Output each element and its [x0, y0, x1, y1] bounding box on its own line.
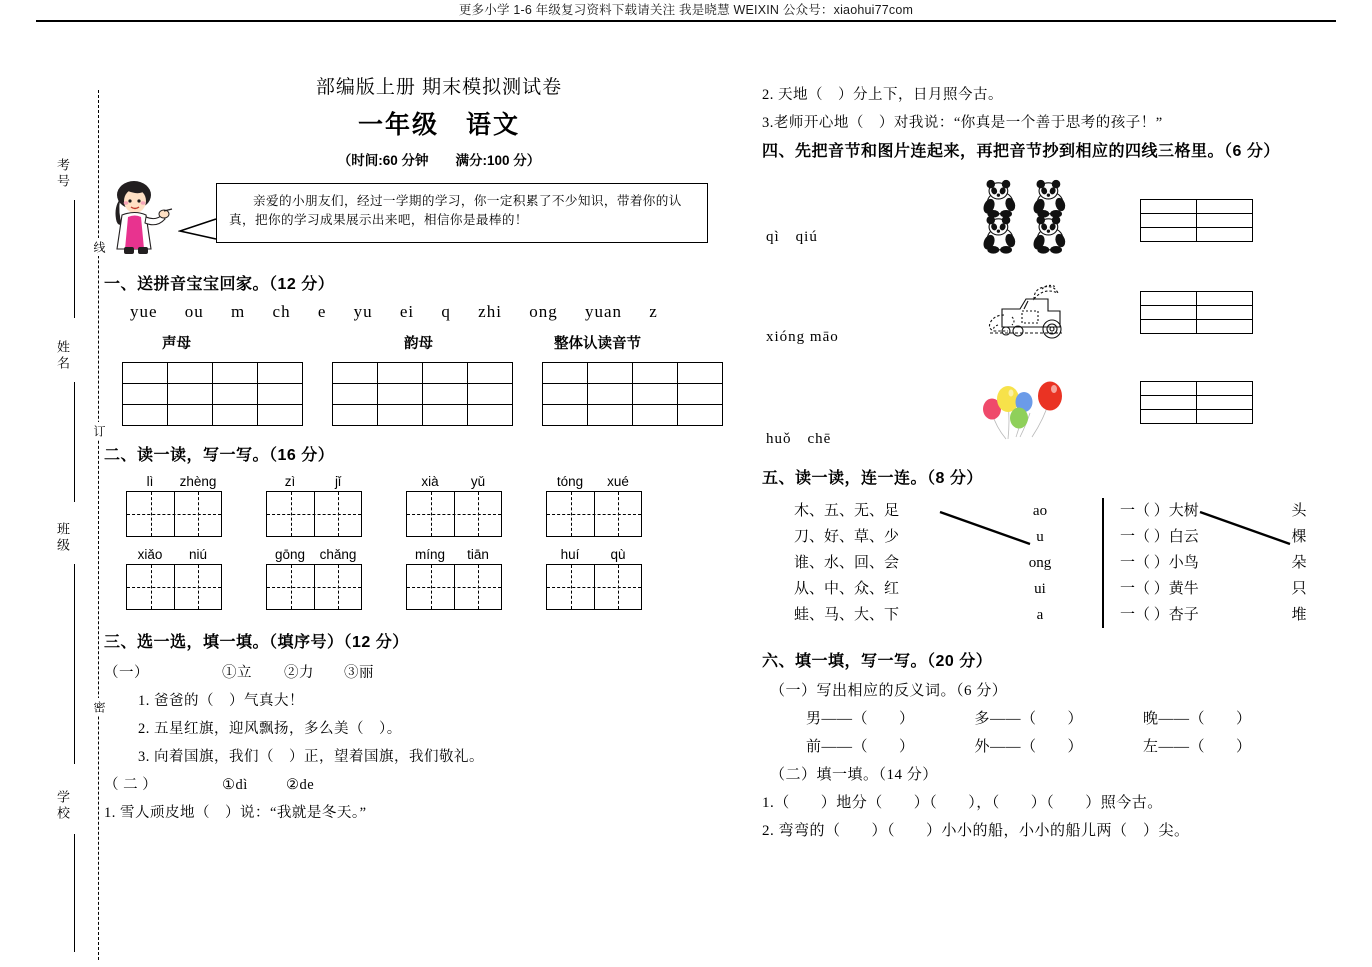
char-group[interactable]: 从、中、众、红 — [794, 581, 900, 597]
phrase[interactable]: 一（ ）小鸟 — [1120, 555, 1199, 571]
pinyin-syllable: lì — [146, 474, 154, 489]
grid-cell[interactable] — [543, 384, 588, 405]
pinyin-token: e — [317, 302, 327, 321]
fourline-box-1[interactable] — [1140, 199, 1253, 242]
speech-bubble — [216, 183, 708, 243]
pinyin-syllable: zì — [284, 474, 296, 489]
fourline-cell[interactable] — [1197, 410, 1253, 424]
grid-cell[interactable] — [378, 405, 423, 426]
paper-subtitle: 部编版上册 期末模拟测试卷 — [315, 77, 563, 98]
section-5-measure-words — [1284, 498, 1314, 628]
fourline-cell[interactable] — [1141, 306, 1197, 320]
grid-cell[interactable] — [633, 363, 678, 384]
fourline-cell[interactable] — [1141, 228, 1197, 242]
section-2-heading: 二、读一读，写一写。（16 分） — [104, 447, 335, 464]
section-1-pinyin-row — [104, 302, 744, 322]
option-2[interactable]: ②力 — [284, 665, 314, 681]
section-3-question: 3. 向着国旗，我们（ ）正，望着国旗，我们敬礼。 — [138, 749, 484, 765]
antonyms-row-2 — [762, 733, 1362, 761]
fourline-cell[interactable] — [1141, 410, 1197, 424]
section-3-part1-options-row — [104, 660, 744, 686]
pinyin-token: q — [441, 302, 451, 321]
match-pinyin[interactable]: huǒ chē — [766, 431, 832, 447]
tianzige-cell[interactable] — [266, 564, 362, 610]
grid-cell[interactable] — [543, 363, 588, 384]
pinyin-syllable: jǐ — [335, 474, 341, 489]
fourline-cell[interactable] — [1197, 214, 1253, 228]
word-item — [406, 546, 502, 615]
pinyin-syllable: xué — [607, 474, 629, 489]
section-5-left-chars — [794, 498, 899, 628]
phrase[interactable]: 一（ ）白云 — [1120, 529, 1199, 545]
final-ao[interactable]: ao — [1032, 503, 1048, 519]
margin-rule-2 — [74, 382, 75, 502]
seal-dashed-line — [98, 90, 99, 960]
grid-cell[interactable] — [213, 405, 258, 426]
section-6-question[interactable]: 1.（ ）地分（ ）（ ），（ ）（ ）照今古。 — [762, 795, 1163, 811]
fourline-box-2[interactable] — [1140, 291, 1253, 334]
antonym-item[interactable]: 晚——（ ） — [1143, 711, 1252, 727]
answer-grid-shengmu[interactable] — [122, 362, 303, 426]
grid-cell[interactable] — [468, 384, 513, 405]
section-3-part2-options-row — [104, 772, 744, 798]
option-1[interactable]: ①立 — [222, 665, 252, 681]
section-4-item — [762, 369, 1362, 453]
char-group[interactable]: 刀、好、草、少 — [794, 529, 900, 545]
right-column — [762, 80, 1362, 845]
speech-bubble-text: 亲爱的小朋友们，经过一学期的学习，你一定积累了不少知识，带着你的认真，把你的学习成果展示出来吧，相信你是最棒的！ — [229, 194, 682, 227]
grid-cell[interactable] — [123, 405, 168, 426]
fourline-cell[interactable] — [1197, 382, 1253, 396]
section-1-heading: 一、送拼音宝宝回家。（12 分） — [104, 276, 335, 293]
seal-char-bind: 订 — [90, 422, 108, 440]
section-6-part2-label: （二）填一填。（14 分） — [770, 767, 938, 783]
grid-cell[interactable] — [468, 363, 513, 384]
four-line-three-grid[interactable] — [1140, 199, 1253, 242]
fourline-cell[interactable] — [1197, 292, 1253, 306]
option-di[interactable]: ①dì — [222, 777, 248, 793]
pinyin-token: yue — [130, 302, 158, 321]
section-5-right-phrases — [1120, 498, 1199, 628]
pinyin-syllable: gōng — [274, 547, 306, 562]
intro-block — [104, 179, 744, 257]
pinyin-syllable: niú — [188, 547, 207, 562]
pinyin-syllable: tiān — [467, 547, 489, 562]
grid-cell[interactable] — [423, 405, 468, 426]
section-6-question[interactable]: 2. 弯弯的（ ）（ ）小小的船，小小的船儿两（ ）尖。 — [762, 823, 1190, 839]
fourline-cell[interactable] — [1197, 396, 1253, 410]
grid-cell[interactable] — [213, 363, 258, 384]
grid-cell[interactable] — [423, 363, 468, 384]
phrase[interactable]: 一（ ）黄牛 — [1120, 581, 1199, 597]
grid-cell[interactable] — [633, 405, 678, 426]
grid-cell[interactable] — [213, 384, 258, 405]
word-item — [546, 473, 642, 542]
option-de[interactable]: ②de — [286, 777, 315, 793]
pinyin-token: ong — [529, 302, 558, 321]
section-3-question: 2. 天地（ ）分上下，日月照今古。 — [762, 87, 1003, 103]
pinyin-token: yuan — [584, 302, 622, 321]
pinyin-token: m — [231, 302, 246, 321]
measure-word[interactable]: 头 — [1291, 503, 1307, 519]
fourline-cell[interactable] — [1141, 292, 1197, 306]
antonym-item[interactable]: 多——（ ） — [974, 711, 1084, 727]
answer-grid-zhengti[interactable] — [542, 362, 723, 426]
margin-rule-3 — [74, 564, 75, 764]
section-5-heading: 五、读一读，连一连。（8 分） — [762, 470, 983, 487]
label-yunmu: 韵母 — [404, 336, 433, 352]
paper-meta: （时间:60 分钟 满分:100 分） — [337, 153, 541, 168]
promo-banner-text: 更多小学 1-6 年级复习资料下载请关注 我是晓慧 WEIXIN 公众号：xiaohui77com — [458, 3, 914, 17]
fourline-cell[interactable] — [1141, 200, 1197, 214]
fourline-cell[interactable] — [1141, 396, 1197, 410]
column-divider — [1102, 498, 1104, 628]
measure-word[interactable]: 棵 — [1291, 529, 1307, 545]
final-u[interactable]: u — [1036, 529, 1044, 545]
grid-cell[interactable] — [123, 384, 168, 405]
phrase[interactable]: 一（ ）杏子 — [1120, 607, 1199, 623]
label-zhengti: 整体认读音节 — [554, 336, 641, 352]
pinyin-syllable: huí — [560, 547, 580, 562]
section-3-question: 3.老师开心地（ ）对我说：“你真是一个善于思考的孩子！” — [762, 115, 1163, 131]
pinyin-token: ei — [399, 302, 415, 321]
grid-cell[interactable] — [588, 384, 633, 405]
char-group[interactable]: 谁、水、回、会 — [794, 555, 900, 571]
answer-grid-yunmu[interactable] — [332, 362, 513, 426]
pinyin-syllable: xià — [421, 474, 439, 489]
section-6-part1-label: （一）写出相应的反义词。（6 分） — [770, 683, 1008, 699]
measure-word[interactable]: 只 — [1291, 581, 1307, 597]
match-pinyin[interactable]: qì qiú — [766, 229, 818, 245]
pinyin-syllable: chǎng — [319, 547, 357, 562]
phrase[interactable]: 一（ ）大树 — [1120, 503, 1199, 519]
margin-field-class: 班级 — [55, 522, 70, 554]
seal-char-seal: 密 — [90, 698, 108, 716]
tianzige-cell[interactable] — [406, 491, 502, 537]
label-shengmu: 声母 — [162, 336, 191, 352]
grid-cell[interactable] — [378, 363, 423, 384]
section-3-question: 1. 爸爸的（ ）气真大！ — [138, 693, 304, 709]
margin-field-name: 姓名 — [55, 340, 70, 372]
option-3[interactable]: ③丽 — [344, 665, 374, 681]
tianzige-cell[interactable] — [406, 564, 502, 610]
fourline-box-3[interactable] — [1140, 381, 1253, 424]
pinyin-token: z — [649, 302, 658, 321]
pinyin-syllable: xiǎo — [137, 547, 163, 562]
section-1-grids — [104, 362, 744, 428]
grid-cell[interactable] — [123, 363, 168, 384]
antonym-item[interactable]: 前——（ ） — [806, 739, 915, 755]
grid-cell[interactable] — [543, 405, 588, 426]
antonym-item[interactable]: 男——（ ） — [806, 711, 915, 727]
pinyin-syllable: zhèng — [179, 474, 217, 489]
section-3-question: 2. 五星红旗，迎风飘扬，多么美（ ）。 — [138, 721, 402, 737]
grid-cell[interactable] — [678, 405, 723, 426]
section-5-matching — [762, 494, 1362, 644]
grid-cell[interactable] — [168, 363, 213, 384]
grid-cell[interactable] — [633, 384, 678, 405]
measure-word[interactable]: 朵 — [1291, 555, 1307, 571]
tianzige-cell[interactable] — [126, 491, 222, 537]
final-ong[interactable]: ong — [1028, 555, 1052, 571]
teacher-illustration — [104, 179, 176, 255]
grid-cell[interactable] — [423, 384, 468, 405]
antonyms-row-1 — [762, 705, 1362, 733]
match-pinyin[interactable]: xióng māo — [766, 329, 839, 345]
page-title: 一年级 语文 — [357, 111, 520, 139]
section-4-heading: 四、先把音节和图片连起来，再把音节抄到相应的四线三格里。（6 分） — [762, 143, 1280, 160]
pinyin-token: ou — [184, 302, 204, 321]
word-item — [266, 473, 362, 542]
section-3-heading: 三、选一选，填一填。（填序号）（12 分） — [104, 634, 409, 651]
word-item — [546, 546, 642, 615]
grid-cell[interactable] — [333, 384, 378, 405]
antonym-item[interactable]: 左——（ ） — [1143, 739, 1252, 755]
pinyin-syllable: míng — [414, 547, 445, 562]
grid-cell[interactable] — [588, 363, 633, 384]
speech-bubble-tail — [178, 215, 218, 241]
grid-cell[interactable] — [378, 384, 423, 405]
grid-cell[interactable] — [258, 384, 303, 405]
final-a[interactable]: a — [1036, 607, 1044, 623]
char-group[interactable]: 蛙、马、大、下 — [794, 607, 900, 623]
word-item — [126, 473, 222, 542]
tianzige-cell[interactable] — [546, 564, 642, 610]
margin-field-exam-number: 考号 — [55, 158, 70, 190]
pinyin-syllable: qù — [610, 547, 626, 562]
seal-margin — [18, 90, 106, 960]
fourline-cell[interactable] — [1141, 382, 1197, 396]
grid-cell[interactable] — [258, 363, 303, 384]
word-item — [266, 546, 362, 615]
part-label-1: （一） — [104, 665, 149, 681]
seal-char-line: 线 — [90, 238, 108, 256]
grid-cell[interactable] — [168, 405, 213, 426]
fourline-cell[interactable] — [1141, 320, 1197, 334]
word-item — [126, 546, 222, 615]
section-2-row-1 — [104, 473, 744, 542]
fourline-cell[interactable] — [1141, 214, 1197, 228]
grid-cell[interactable] — [333, 405, 378, 426]
grid-cell[interactable] — [678, 384, 723, 405]
section-1-category-labels — [104, 332, 744, 356]
pinyin-syllable: yǔ — [470, 474, 486, 489]
grid-cell[interactable] — [468, 405, 513, 426]
connector-line-right — [1200, 512, 1290, 544]
antonym-item[interactable]: 外——（ ） — [974, 739, 1084, 755]
char-group[interactable]: 木、五、无、足 — [794, 503, 900, 519]
word-item — [406, 473, 502, 542]
margin-field-school: 学校 — [55, 790, 70, 822]
grid-cell[interactable] — [258, 405, 303, 426]
pinyin-token: ch — [272, 302, 291, 321]
section-4-item — [762, 177, 1362, 269]
four-line-three-grid[interactable] — [1140, 381, 1253, 424]
pinyin-token: zhi — [478, 302, 502, 321]
part-label-2: （ 二 ） — [104, 777, 158, 793]
pinyin-token: yu — [353, 302, 373, 321]
fourline-cell[interactable] — [1197, 306, 1253, 320]
measure-word[interactable]: 堆 — [1291, 607, 1307, 623]
grid-cell[interactable] — [588, 405, 633, 426]
left-column — [104, 72, 744, 828]
grid-cell[interactable] — [333, 363, 378, 384]
section-2-row-2 — [104, 546, 744, 615]
fourline-cell[interactable] — [1197, 320, 1253, 334]
train-picture[interactable] — [972, 271, 1082, 353]
fourline-cell[interactable] — [1197, 228, 1253, 242]
margin-rule-1 — [74, 200, 75, 318]
tianzige-cell[interactable] — [546, 491, 642, 537]
final-ui[interactable]: ui — [1034, 581, 1046, 597]
section-5-finals — [1010, 498, 1070, 628]
section-3-question: 1. 雪人顽皮地（ ）说：“我就是冬天。” — [104, 805, 367, 821]
pinyin-syllable: tóng — [556, 474, 584, 489]
section-4-item — [762, 269, 1362, 369]
tianzige-cell[interactable] — [266, 491, 362, 537]
fourline-cell[interactable] — [1197, 200, 1253, 214]
grid-cell[interactable] — [168, 384, 213, 405]
grid-cell[interactable] — [678, 363, 723, 384]
balloons-picture[interactable] — [972, 369, 1082, 445]
panda-picture[interactable] — [972, 177, 1082, 257]
four-line-three-grid[interactable] — [1140, 291, 1253, 334]
section-6-heading: 六、填一填，写一写。（20 分） — [762, 653, 993, 670]
header-divider — [36, 20, 1336, 22]
tianzige-cell[interactable] — [126, 564, 222, 610]
margin-rule-4 — [74, 834, 75, 952]
